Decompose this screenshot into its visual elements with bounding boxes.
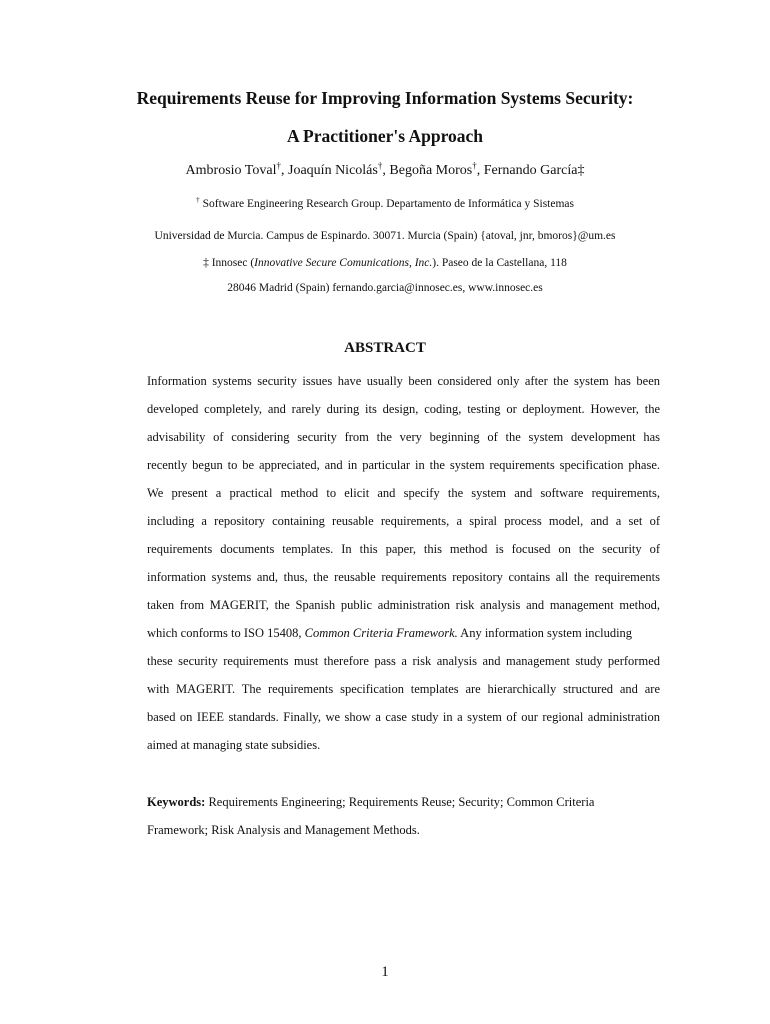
author-name: Begoña Moros [389,163,473,178]
abstract-line: based on IEEE standards. Finally, we show a case study in a system of our regional administration [147,710,660,724]
abstract-line: recently begun to be appreciated, and in particular in the system requirements specification phase. [147,458,660,472]
keywords-line: Keywords: Requirements Engineering; Requirements Reuse; Security; Common Criteria [147,795,595,809]
double-dagger-mark: ‡ [203,257,209,269]
dagger-mark: † [377,160,383,171]
affiliation-line: † Software Engineering Research Group. Departamento de Informática y Sistemas [196,195,574,210]
author-name: Ambrosio Toval [185,163,277,178]
affiliation-line: ‡ Innosec (Innovative Secure Comunications, Inc.). Paseo de la Castellana, 118 [203,257,567,269]
dagger-mark: † [196,195,200,205]
abstract-line: developed completely, and rarely during its design, coding, testing or deployment. However, the [147,402,660,416]
abstract-line: these security requirements must therefore pass a risk analysis and management study performed [147,654,660,668]
abstract-line: requirements documents templates. In this paper, this method is focused on the security of [147,542,660,556]
keywords-line: Framework; Risk Analysis and Management Methods. [147,823,420,837]
abstract-line: We present a practical method to elicit and specify the system and software requirements, [147,486,660,500]
abstract-line: with MAGERIT. The requirements specification templates are hierarchically structured and are [147,682,660,696]
affiliation-line: 28046 Madrid (Spain) fernando.garcia@innosec.es, www.innosec.es [227,282,543,294]
author-list: Ambrosio Toval†, Joaquín Nicolás†, Begoña Moros†, Fernando García‡ [185,160,585,178]
paper-title-line-2: A Practitioner's Approach [286,126,484,146]
abstract-line: Information systems security issues have usually been considered only after the system has been [147,374,660,388]
abstract-line: including a repository containing reusable requirements, a spiral process model, and a set of [147,514,660,528]
affiliation-line: Universidad de Murcia. Campus de Espinardo. 30071. Murcia (Spain) {atoval, jnr, bmoros}@um.es [154,230,616,242]
abstract-line: which conforms to ISO 15408, Common Criteria Framework. Any information system including [147,626,633,640]
abstract-line: taken from MAGERIT, the Spanish public administration risk analysis and management method, [147,598,660,612]
author-name: Joaquín Nicolás [288,163,378,178]
keywords-label: Keywords: [147,795,206,809]
double-dagger-mark: ‡ [577,163,585,178]
paper-title-line-1: Requirements Reuse for Improving Information Systems Security: [136,88,634,108]
author-name: Fernando García [483,163,578,178]
abstract-heading: ABSTRACT [344,340,426,356]
dagger-mark: † [472,160,477,171]
dagger-mark: † [276,160,282,171]
abstract-line: information systems and, thus, the reusable requirements repository contains all the requirements [147,570,660,584]
abstract-line: advisability of considering security from the very beginning of the system development has [147,430,660,444]
page-number: 1 [381,964,389,980]
abstract-line: aimed at managing state subsidies. [147,738,321,752]
